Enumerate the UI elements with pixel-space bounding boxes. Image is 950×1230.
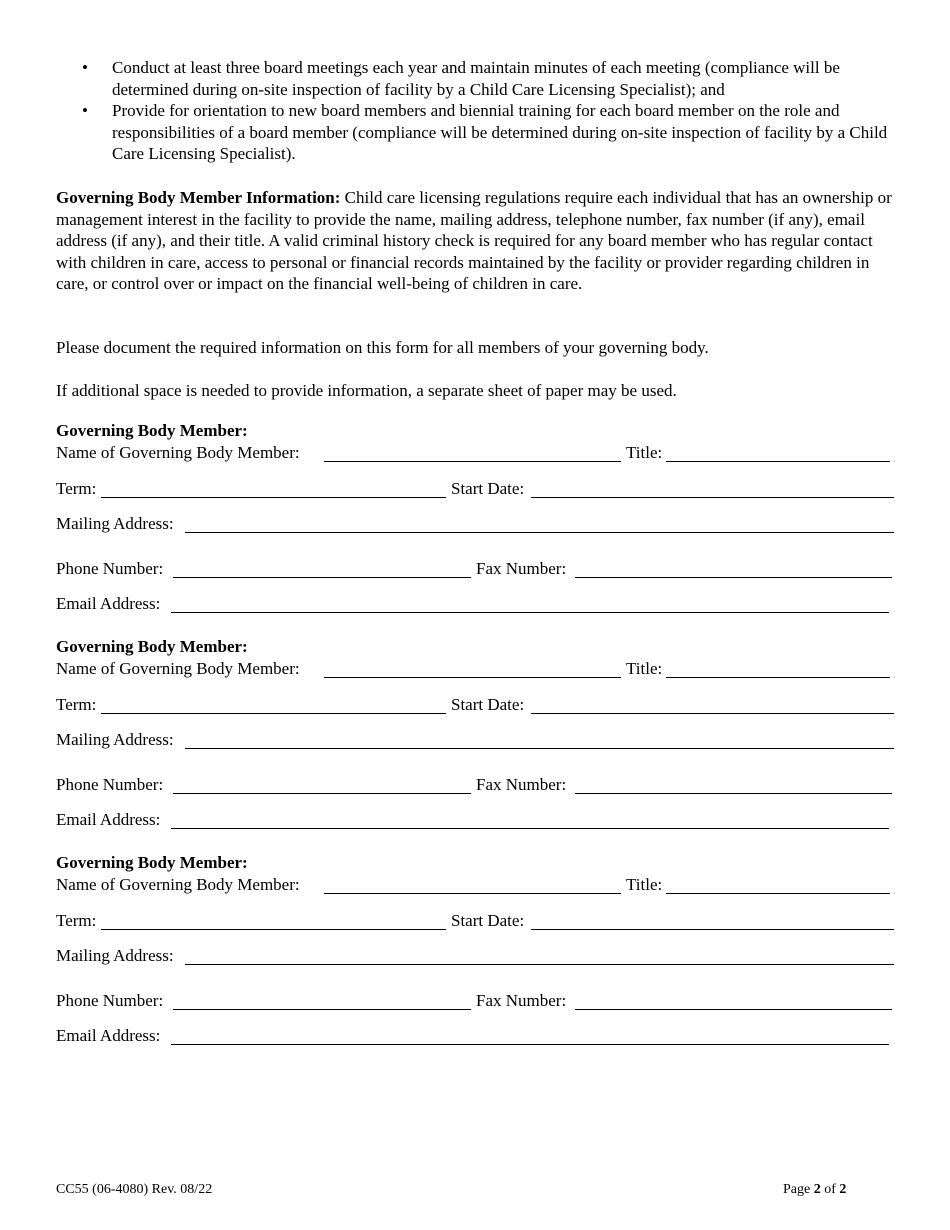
email-field[interactable] bbox=[171, 828, 889, 829]
start-date-label: Start Date: bbox=[451, 695, 525, 714]
mailing-address-label: Mailing Address: bbox=[56, 730, 174, 749]
email-label: Email Address: bbox=[56, 594, 161, 613]
title-label: Title: bbox=[626, 875, 663, 894]
email-label: Email Address: bbox=[56, 1026, 161, 1045]
additional-space-note: If additional space is needed to provide information, a separate sheet of paper may be used. bbox=[56, 381, 677, 400]
fax-label: Fax Number: bbox=[476, 991, 567, 1010]
mailing-address-label: Mailing Address: bbox=[56, 946, 174, 965]
requirements-list bbox=[56, 57, 896, 165]
phone-field[interactable] bbox=[173, 577, 471, 578]
term-label: Term: bbox=[56, 479, 97, 498]
fax-label: Fax Number: bbox=[476, 775, 567, 794]
member-heading: Governing Body Member: bbox=[56, 637, 248, 656]
term-field[interactable] bbox=[101, 497, 446, 498]
phone-field[interactable] bbox=[173, 1009, 471, 1010]
requirement-item: • Provide for orientation to new board members and biennial training for each board member on the role and responsibilities of a board member (compliance will be determined during on-site inspection of facility by a Child Care Licensing Specialist). bbox=[56, 100, 896, 165]
start-date-field[interactable] bbox=[531, 929, 894, 930]
fax-field[interactable] bbox=[575, 1009, 892, 1010]
start-date-label: Start Date: bbox=[451, 479, 525, 498]
title-label: Title: bbox=[626, 659, 663, 678]
info-paragraph bbox=[56, 187, 892, 295]
email-field[interactable] bbox=[171, 1044, 889, 1045]
name-label: Name of Governing Body Member: bbox=[56, 659, 300, 678]
requirement-item: • Conduct at least three board meetings each year and maintain minutes of each meeting (compliance will be determined during on-site inspection of facility by a Child Care Licensing Specialist); and bbox=[56, 57, 896, 100]
email-field[interactable] bbox=[171, 612, 889, 613]
start-date-label: Start Date: bbox=[451, 911, 525, 930]
member-heading: Governing Body Member: bbox=[56, 421, 248, 440]
fax-label: Fax Number: bbox=[476, 559, 567, 578]
phone-label: Phone Number: bbox=[56, 775, 164, 794]
title-label: Title: bbox=[626, 443, 663, 462]
instruction-text: Please document the required information on this form for all members of your governing body. bbox=[56, 338, 709, 357]
info-text: Child care licensing regulations require each individual that has an ownership or management interest in the facility to provide the name, mailing address, telephone number, fax number (if any), email address (if any), and their title. A valid criminal history check is required for any board member who has regular contact with children in care, access to personal or financial records maintained by the facility or provider regarding children in care, or control over or impact on the financial well-being of children in care. bbox=[56, 188, 892, 293]
info-heading: Governing Body Member Information: bbox=[56, 188, 341, 207]
start-date-field[interactable] bbox=[531, 713, 894, 714]
phone-label: Phone Number: bbox=[56, 991, 164, 1010]
mailing-address-label: Mailing Address: bbox=[56, 514, 174, 533]
phone-label: Phone Number: bbox=[56, 559, 164, 578]
title-field[interactable] bbox=[666, 677, 890, 678]
form-id: CC55 (06-4080) Rev. 08/22 bbox=[56, 1182, 213, 1197]
mailing-address-field[interactable] bbox=[185, 532, 894, 533]
phone-field[interactable] bbox=[173, 793, 471, 794]
name-label: Name of Governing Body Member: bbox=[56, 443, 300, 462]
start-date-field[interactable] bbox=[531, 497, 894, 498]
term-label: Term: bbox=[56, 911, 97, 930]
mailing-address-field[interactable] bbox=[185, 964, 894, 965]
mailing-address-field[interactable] bbox=[185, 748, 894, 749]
fax-field[interactable] bbox=[575, 793, 892, 794]
title-field[interactable] bbox=[666, 461, 890, 462]
name-field[interactable] bbox=[324, 893, 621, 894]
title-field[interactable] bbox=[666, 893, 890, 894]
name-field[interactable] bbox=[324, 677, 621, 678]
fax-field[interactable] bbox=[575, 577, 892, 578]
term-field[interactable] bbox=[101, 713, 446, 714]
page-number: Page 2 of 2 bbox=[783, 1182, 847, 1197]
member-heading: Governing Body Member: bbox=[56, 853, 248, 872]
name-field[interactable] bbox=[324, 461, 621, 462]
name-label: Name of Governing Body Member: bbox=[56, 875, 300, 894]
email-label: Email Address: bbox=[56, 810, 161, 829]
term-field[interactable] bbox=[101, 929, 446, 930]
term-label: Term: bbox=[56, 695, 97, 714]
